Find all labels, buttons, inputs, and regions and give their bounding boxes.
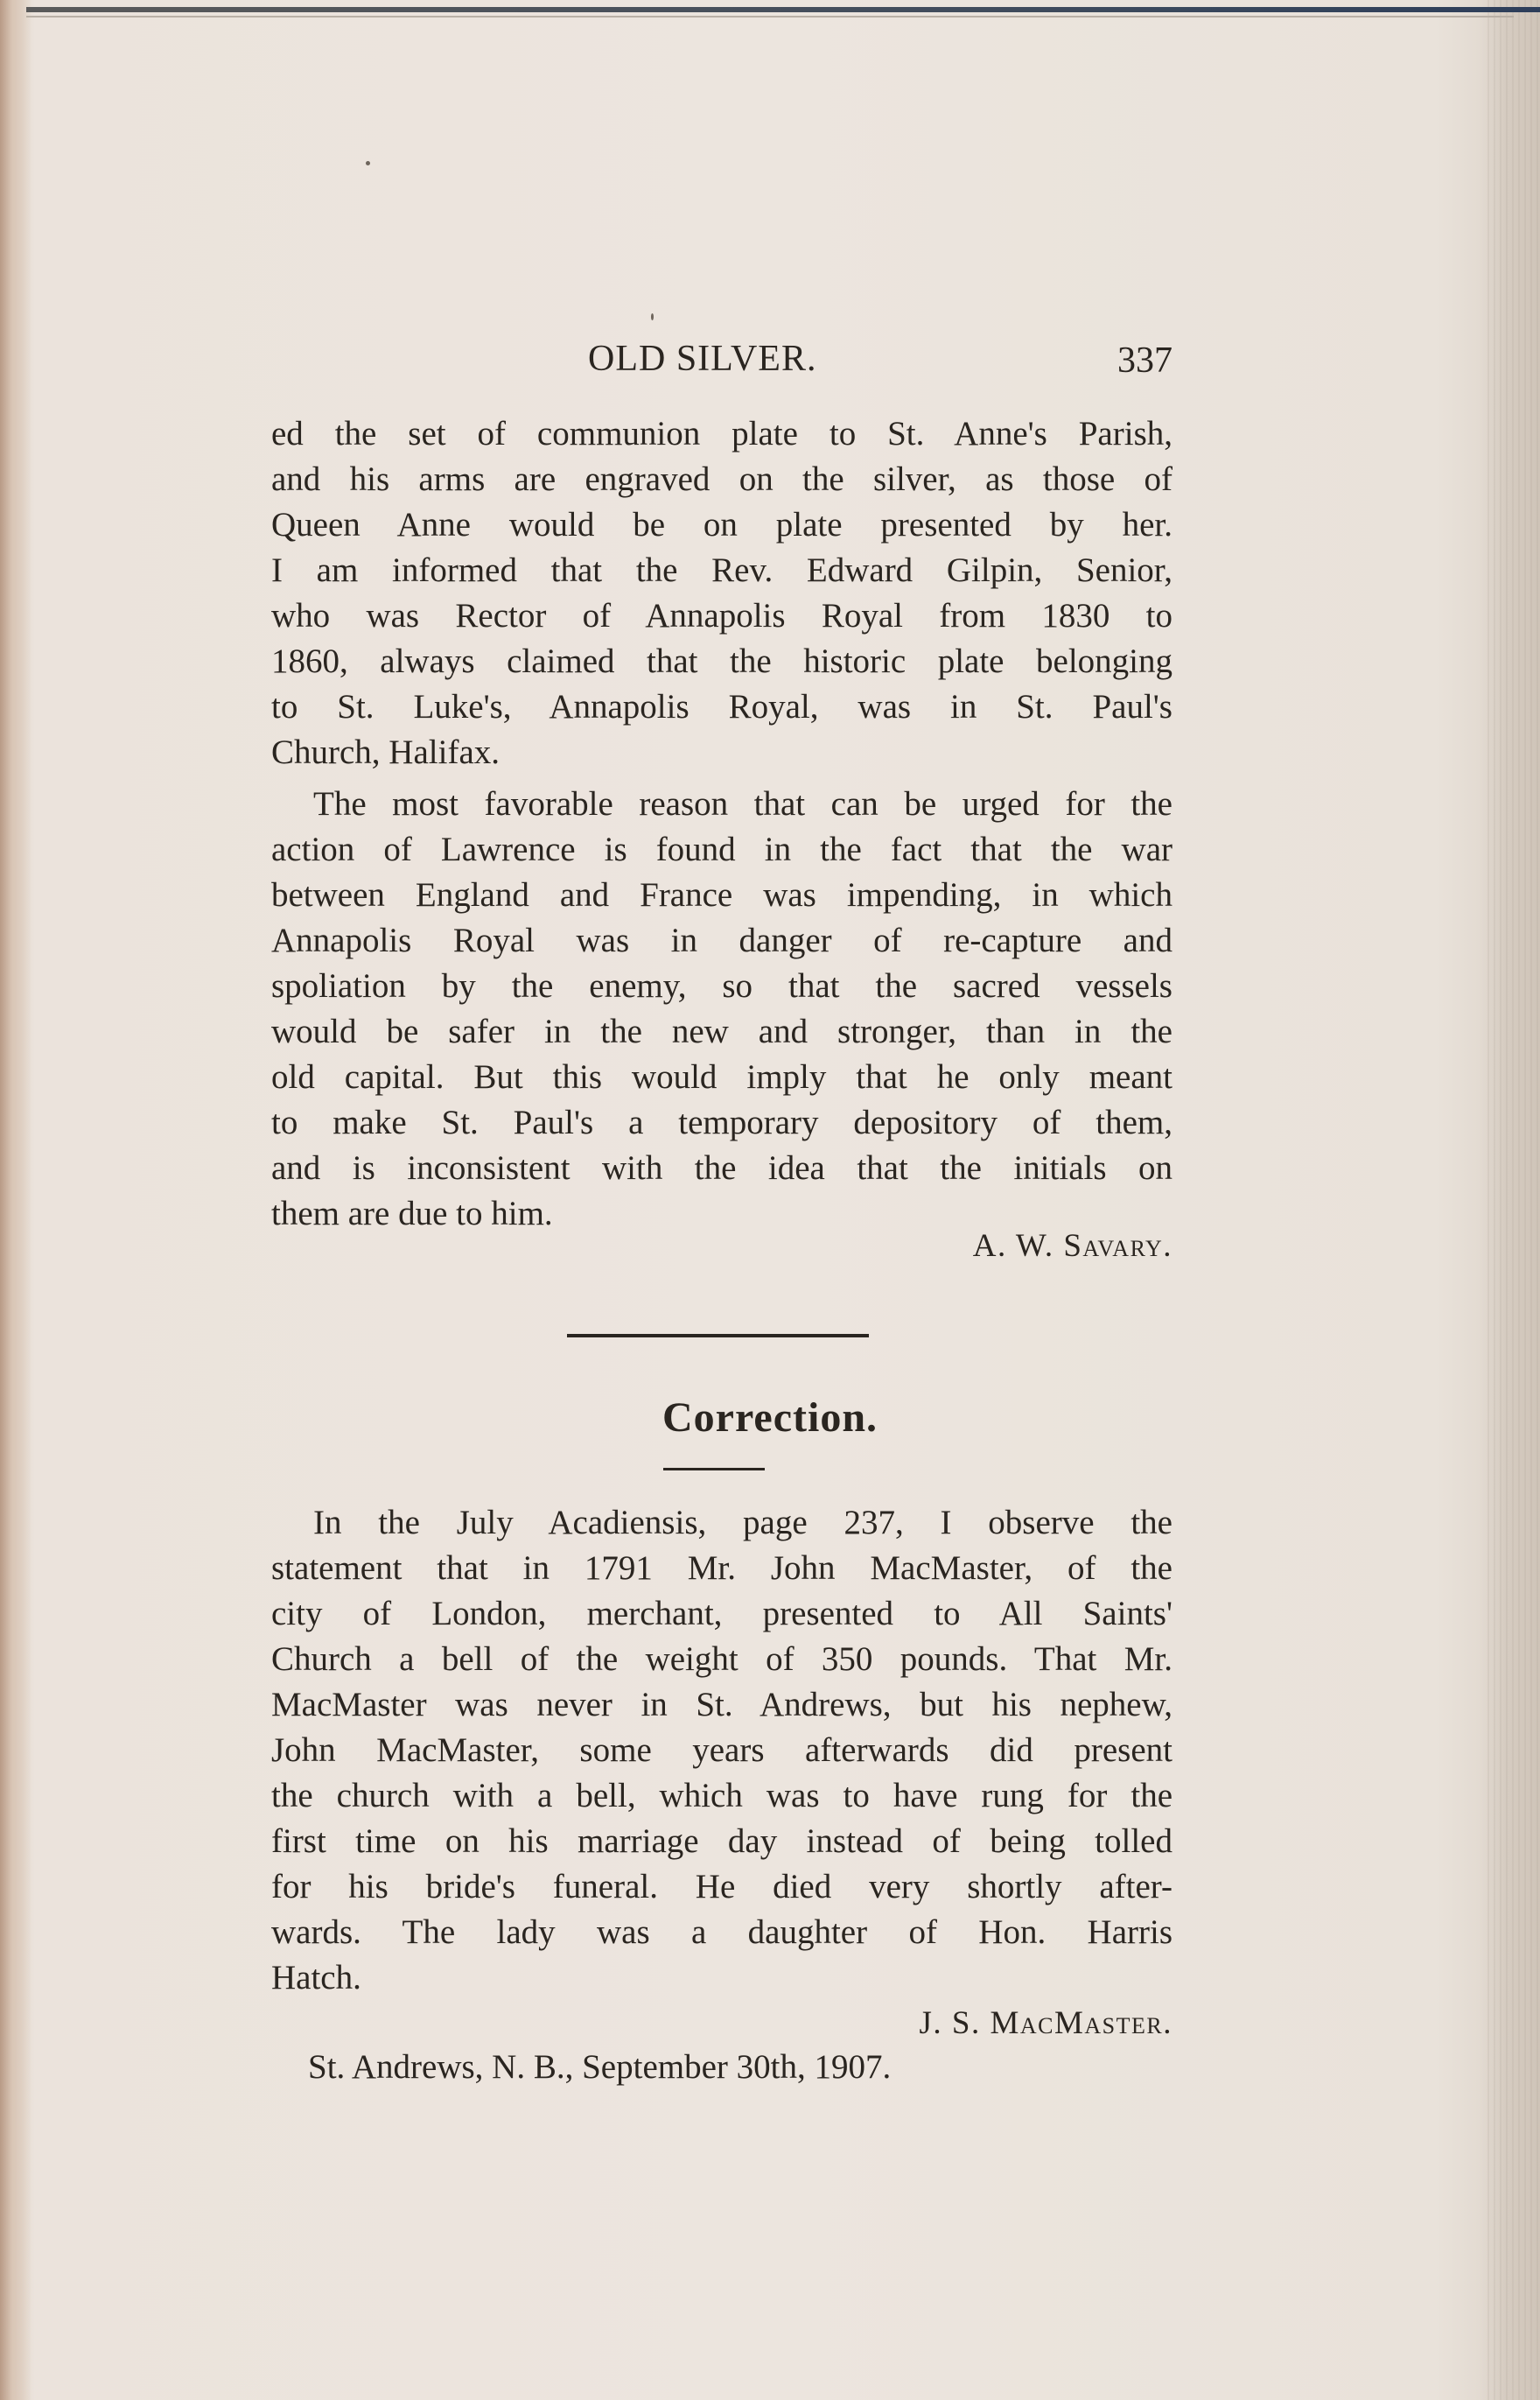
text-line: and his arms are engraved on the silver, as those of: [271, 460, 1172, 498]
text-line: wards. The lady was a daughter of Hon. Harris: [271, 1913, 1172, 1951]
dateline: St. Andrews, N. B., September 30th, 1907.: [308, 2048, 892, 2086]
section-divider-rule: [567, 1334, 869, 1337]
running-title: OLD SILVER.: [588, 339, 817, 379]
text-line: old capital. But this would imply that he only meant: [271, 1058, 1172, 1096]
text-line: first time on his marriage day instead of being tolled: [271, 1822, 1172, 1860]
page-edge: [1488, 0, 1540, 2400]
text-line: and is inconsistent with the idea that the initials on: [271, 1149, 1172, 1187]
paragraph-correction: [271, 1500, 1172, 2001]
text-line: Annapolis Royal was in danger of re-capture and: [271, 922, 1172, 959]
text-line: Hatch.: [271, 1959, 361, 1996]
text-line: MacMaster was never in St. Andrews, but his nephew,: [271, 1686, 1172, 1723]
page-number: 337: [1117, 340, 1172, 381]
text-line: ed the set of communion plate to St. Anne's Parish,: [271, 415, 1172, 453]
text-line: Church a bell of the weight of 350 pounds. That Mr.: [271, 1640, 1172, 1678]
top-border-thin-rule: [26, 16, 1514, 18]
text-line: them are due to him.: [271, 1195, 553, 1232]
text-line: would be safer in the new and stronger, than in the: [271, 1013, 1172, 1050]
text-line: between England and France was impending, in which: [271, 876, 1172, 914]
paragraph-continuation: [271, 411, 1172, 775]
text-line: Church, Halifax.: [271, 733, 500, 771]
text-line: In the July Acadiensis, page 237, I observe the: [313, 1504, 1172, 1541]
text-line: to St. Luke's, Annapolis Royal, was in St. Paul's: [271, 688, 1172, 726]
text-line: action of Lawrence is found in the fact that the war: [271, 831, 1172, 868]
section-heading: Correction.: [662, 1394, 878, 1441]
text-line: the church with a bell, which was to have rung for the: [271, 1777, 1172, 1814]
text-line: who was Rector of Annapolis Royal from 1830 to: [271, 597, 1172, 635]
binding-shadow: [0, 0, 32, 2400]
top-border-rule: [26, 7, 1540, 12]
text-line: 1860, always claimed that the historic plate belonging: [271, 642, 1172, 680]
text-line: spoliation by the enemy, so that the sacred vessels: [271, 967, 1172, 1005]
correction-signature: J. S. MacMaster.: [919, 2005, 1172, 2041]
ink-speck: [366, 161, 370, 165]
text-line: Queen Anne would be on plate presented by her.: [271, 506, 1172, 544]
text-line: for his bride's funeral. He died very shortly after-: [271, 1868, 1172, 1905]
text-line: city of London, merchant, presented to All Saints': [271, 1595, 1172, 1632]
ink-speck: [651, 313, 654, 320]
author-signature: A. W. Savary.: [972, 1228, 1172, 1264]
paragraph-lawrence: [271, 782, 1172, 1237]
text-line: statement that in 1791 Mr. John MacMaster, of the: [271, 1549, 1172, 1587]
heading-underline-rule: [663, 1468, 765, 1470]
text-line: I am informed that the Rev. Edward Gilpin, Senior,: [271, 551, 1172, 589]
text-line: John MacMaster, some years afterwards did present: [271, 1731, 1172, 1769]
text-line: The most favorable reason that can be urged for the: [313, 785, 1172, 823]
text-line: to make St. Paul's a temporary depository of them,: [271, 1104, 1172, 1141]
running-head: [271, 338, 1172, 390]
